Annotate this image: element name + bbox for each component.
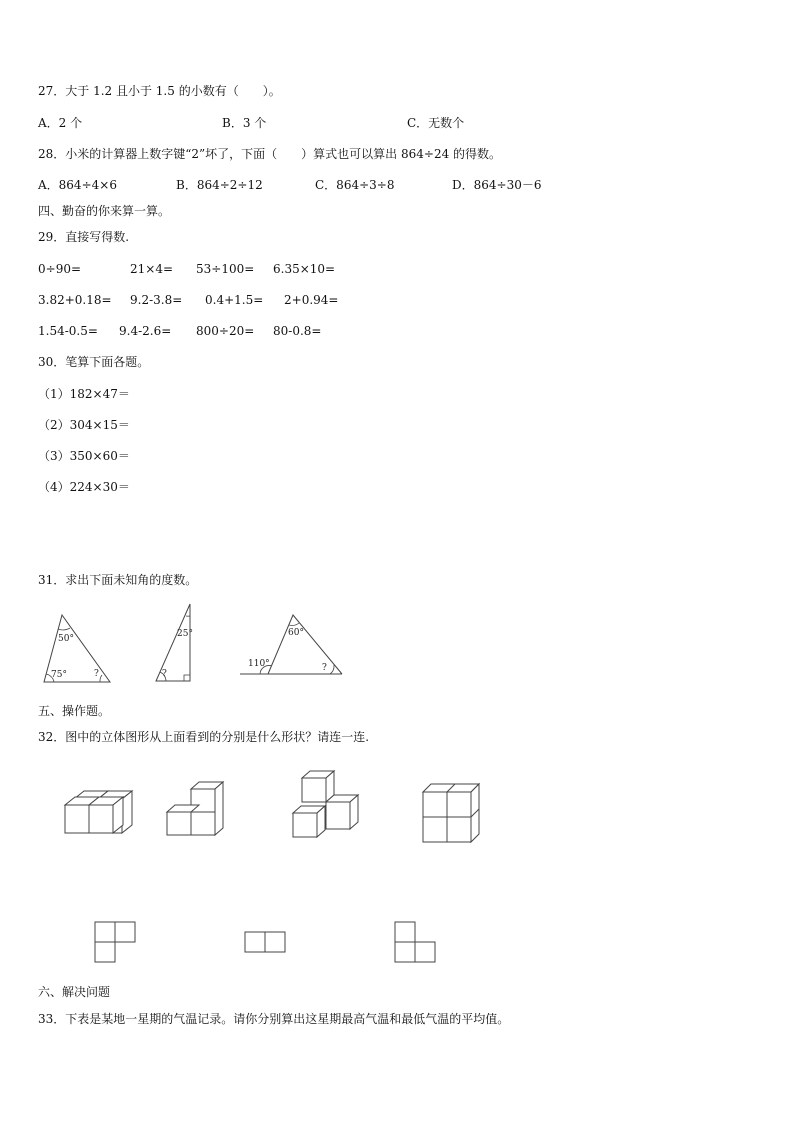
- q27-option-c[interactable]: C．无数个: [407, 116, 465, 130]
- q31-fig3-unknown: ?: [322, 663, 327, 673]
- q28-option-a[interactable]: A．864÷4×6: [38, 178, 117, 192]
- q33-stem: 33．下表是某地一星期的气温记录。请你分别算出这星期最高气温和最低气温的平均值。: [38, 1012, 510, 1026]
- q29-item: 53÷100=: [196, 262, 255, 276]
- q32-view-2[interactable]: [244, 931, 286, 953]
- q31-fig2-unknown: ?: [162, 669, 167, 679]
- q30-item-4: （4）224×30＝: [38, 480, 130, 494]
- q29-item: 1.54-0.5=: [38, 324, 98, 338]
- q30-stem: 30．笔算下面各题。: [38, 355, 150, 369]
- q30-item-1: （1）182×47＝: [38, 387, 130, 401]
- q29-item: 9.4-2.6=: [119, 324, 172, 338]
- q31-fig3-exterior-angle: 110°: [248, 659, 270, 669]
- q32-view-3[interactable]: [394, 921, 436, 963]
- q31-stem: 31．求出下面未知角的度数。: [38, 573, 198, 587]
- q31-triangle-3: [238, 610, 348, 680]
- q29-item: 2+0.94=: [284, 293, 339, 307]
- q29-item: 800÷20=: [196, 324, 255, 338]
- q29-item: 0÷90=: [38, 262, 82, 276]
- q31-triangle-2: [150, 600, 195, 688]
- q32-solid-4[interactable]: [418, 780, 488, 845]
- q29-item: 0.4+1.5=: [205, 293, 264, 307]
- q30-item-3: （3）350×60＝: [38, 449, 130, 463]
- q28-option-b[interactable]: B．864÷2÷12: [176, 178, 263, 192]
- q31-fig1-left-angle: 75°: [51, 670, 67, 680]
- q31-fig2-top-angle: 25°: [177, 629, 193, 639]
- q32-view-1[interactable]: [94, 921, 136, 963]
- section-5-title: 五、操作题。: [38, 704, 111, 718]
- q31-triangle-1: [40, 610, 115, 688]
- q27-option-b[interactable]: B．3 个: [222, 116, 267, 130]
- q32-solid-1[interactable]: [60, 785, 135, 840]
- q29-stem: 29．直接写得数.: [38, 230, 130, 244]
- q29-item: 21×4=: [130, 262, 174, 276]
- q27-stem: 27．大于 1.2 且小于 1.5 的小数有（ ）。: [38, 84, 281, 98]
- q27-option-a[interactable]: A．2 个: [38, 116, 83, 130]
- q29-item: 9.2-3.8=: [130, 293, 183, 307]
- section-6-title: 六、解决问题: [38, 985, 111, 999]
- q30-item-2: （2）304×15＝: [38, 418, 130, 432]
- q31-fig3-top-angle: 60°: [288, 628, 304, 638]
- q28-option-d[interactable]: D．864÷30－6: [452, 178, 542, 192]
- q29-item: 80-0.8=: [273, 324, 322, 338]
- q28-option-c[interactable]: C．864÷3÷8: [315, 178, 395, 192]
- q29-item: 6.35×10=: [273, 262, 336, 276]
- q32-stem: 32．图中的立体图形从上面看到的分别是什么形状？请连一连.: [38, 730, 370, 744]
- q31-fig1-unknown: ?: [94, 669, 99, 679]
- q28-stem: 28．小米的计算器上数字键“2”坏了，下面（ ）算式也可以算出 864÷24 的得数。: [38, 147, 502, 161]
- q32-solid-3[interactable]: [288, 768, 368, 840]
- q29-item: 3.82+0.18=: [38, 293, 112, 307]
- q32-solid-2[interactable]: [162, 775, 232, 840]
- section-4-title: 四、勤奋的你来算一算。: [38, 204, 171, 218]
- q31-fig1-top-angle: 50°: [58, 634, 74, 644]
